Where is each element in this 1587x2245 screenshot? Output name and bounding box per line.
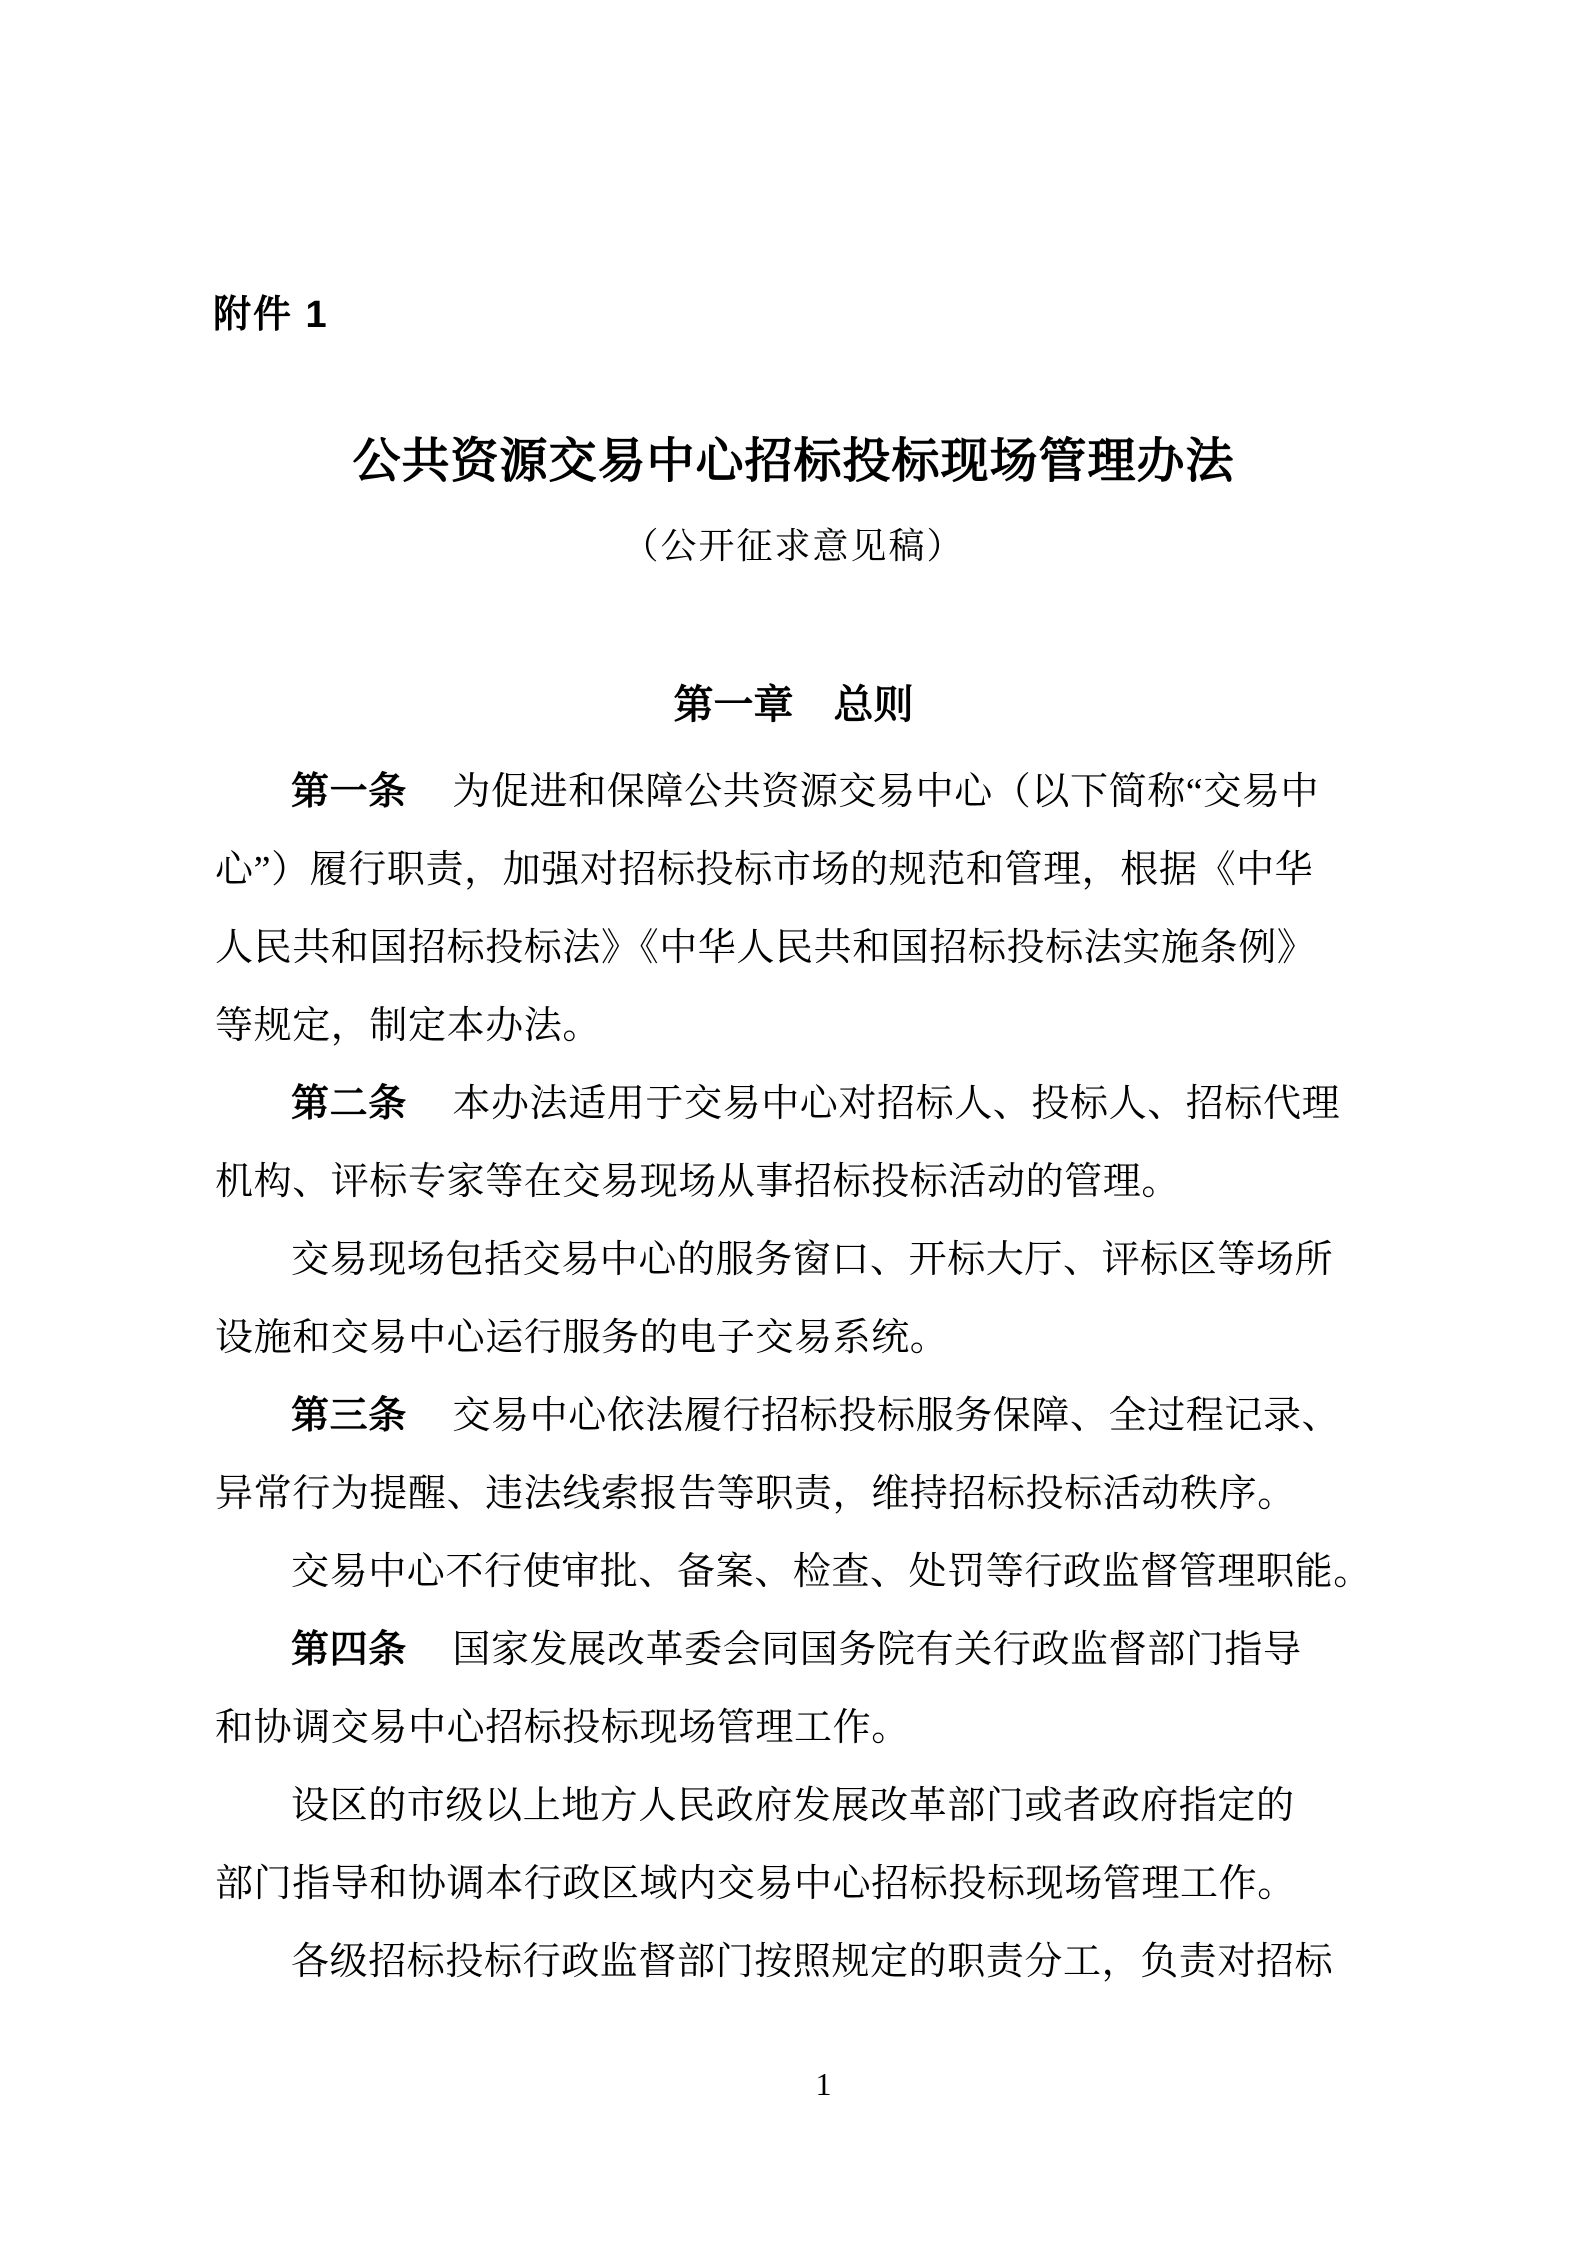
- text-line: 部门指导和协调本行政区域内交易中心招标投标现场管理工作。: [215, 1863, 1296, 1905]
- document-subtitle: （公开征求意见稿）: [622, 526, 965, 566]
- text-line: 各级招标投标行政监督部门按照规定的职责分工，负责对招标: [291, 1941, 1334, 1983]
- text-line: 异常行为提醒、违法线索报告等职责，维持招标投标活动秩序。: [215, 1473, 1296, 1515]
- article-label: 第二条: [291, 1083, 407, 1125]
- text-line: 第二条 本办法适用于交易中心对招标人、投标人、招标代理: [291, 1083, 1341, 1125]
- document-body: [215, 753, 1390, 2001]
- article-label: 第一条: [291, 771, 407, 813]
- attachment-label: 附件 1: [213, 294, 329, 336]
- text-line: 机构、评标专家等在交易现场从事招标投标活动的管理。: [215, 1161, 1181, 1203]
- chapter-heading: [0, 681, 1587, 729]
- text-line: 和协调交易中心招标投标现场管理工作。: [215, 1707, 910, 1749]
- text-line: 第四条 国家发展改革委会同国务院有关行政监督部门指导: [291, 1629, 1302, 1671]
- page-number: 1: [815, 2066, 832, 2102]
- text-line: 交易中心不行使审批、备案、检查、处罚等行政监督管理职能。: [291, 1551, 1372, 1593]
- text-line: 设施和交易中心运行服务的电子交易系统。: [215, 1317, 949, 1359]
- article-label: 第四条: [291, 1629, 407, 1671]
- text-line: 交易现场包括交易中心的服务窗口、开标大厅、评标区等场所: [291, 1239, 1334, 1281]
- text-line: 等规定，制定本办法。: [215, 1005, 602, 1047]
- chapter-title: 总则: [833, 683, 914, 727]
- text-line: 第一条 为促进和保障公共资源交易中心（以下简称“交易中: [291, 771, 1320, 813]
- text-line: 心”）履行职责，加强对招标投标市场的规范和管理，根据《中华: [215, 849, 1314, 891]
- text-line: 人民共和国招标投标法》《中华人民共和国招标投标法实施条例》: [215, 927, 1316, 969]
- chapter-number: 第一章: [673, 683, 794, 727]
- document-title: 公共资源交易中心招标投标现场管理办法: [352, 435, 1235, 488]
- text-line: 第三条 交易中心依法履行招标投标服务保障、全过程记录、: [291, 1395, 1341, 1437]
- text-line: 设区的市级以上地方人民政府发展改革部门或者政府指定的: [291, 1785, 1295, 1827]
- article-label: 第三条: [291, 1395, 407, 1437]
